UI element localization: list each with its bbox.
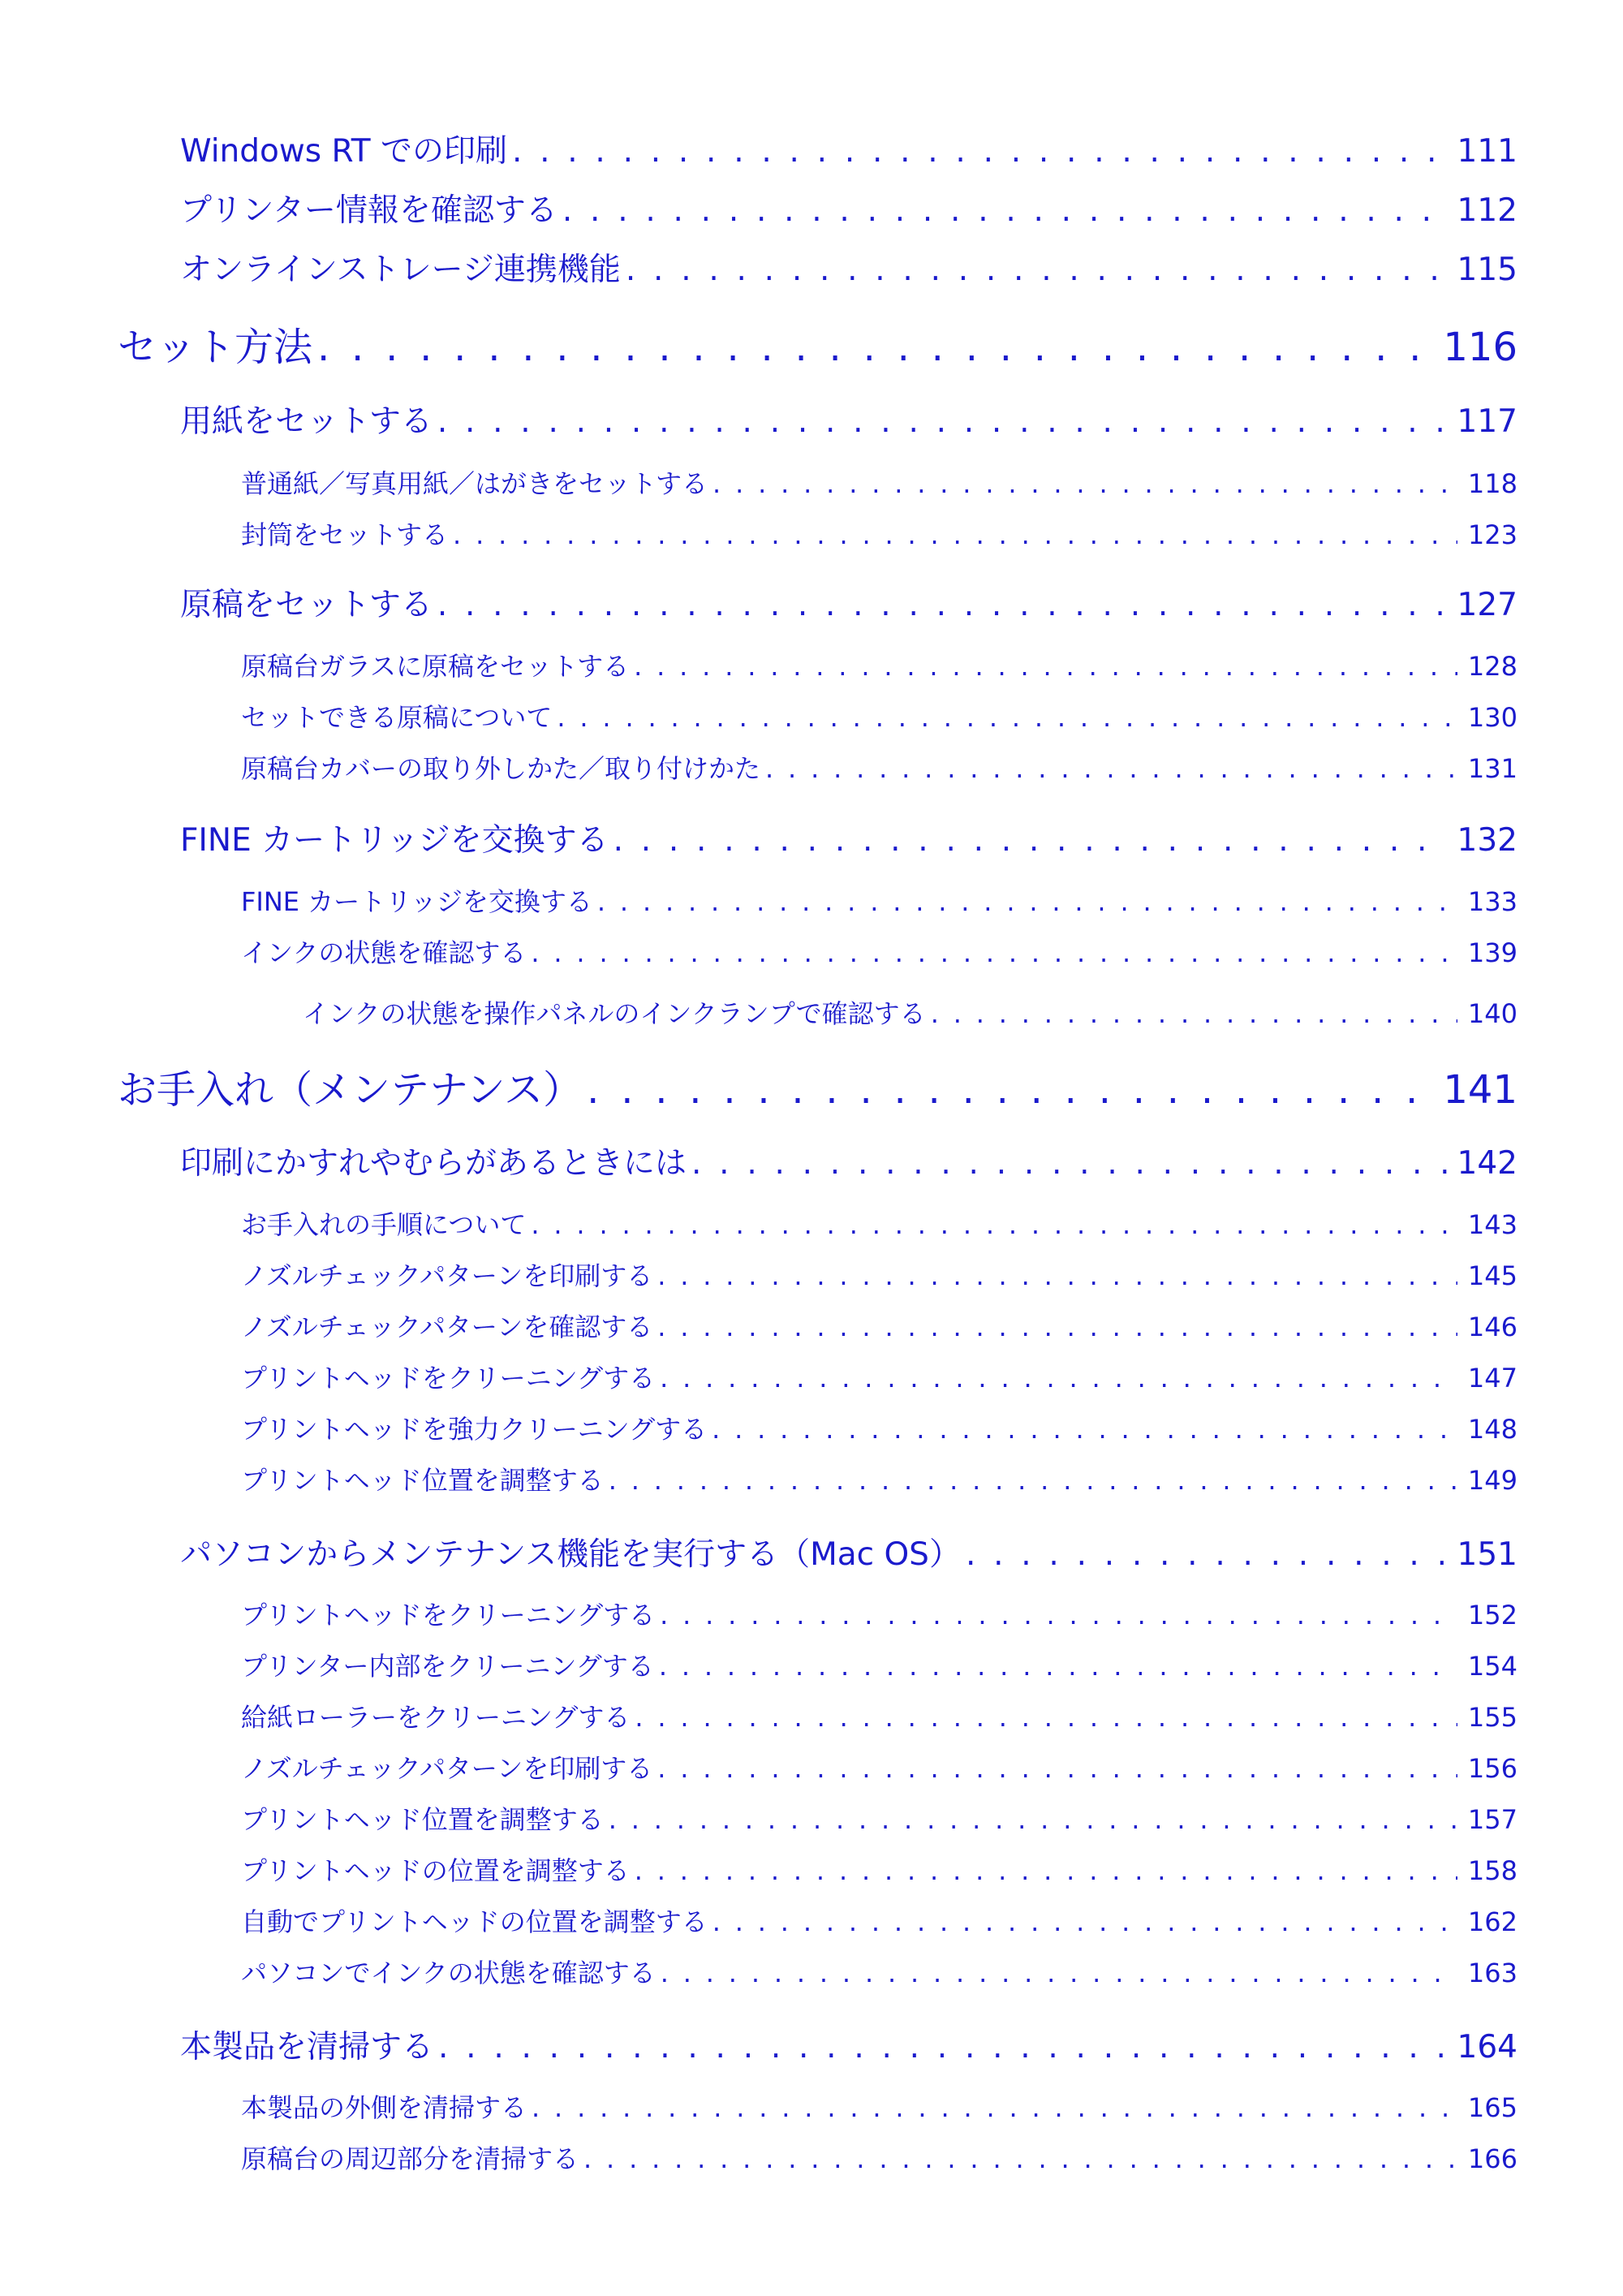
toc-entry-level-3[interactable] <box>241 1409 1518 1446</box>
toc-entry-title: 印刷にかすれやむらがあるときには <box>180 1144 687 1182</box>
toc-entry-page-number: 156 <box>1467 1752 1518 1784</box>
toc-entry-title: Windows RT での印刷 <box>180 132 507 170</box>
toc-entry-title: プリントヘッド位置を調整する <box>241 1803 604 1835</box>
toc-entry-title: お手入れ（メンテナンス） <box>118 1067 583 1114</box>
toc-entry-title: パソコンからメンテナンス機能を実行する（Mac OS） <box>180 1536 961 1573</box>
toc-entry-page-number: 123 <box>1467 519 1518 550</box>
toc-entry-title: お手入れの手順について <box>241 1208 527 1240</box>
dot-leader <box>597 886 1457 917</box>
toc-entry-level-3[interactable] <box>241 1646 1518 1683</box>
dot-leader <box>437 587 1448 623</box>
toc-entry-title: オンラインストレージ連携機能 <box>180 251 621 288</box>
toc-entry-level-2[interactable] <box>180 185 1518 230</box>
toc-entry-title: 原稿台ガラスに原稿をセットする <box>241 650 630 682</box>
toc-entry-page-number: 146 <box>1467 1311 1518 1342</box>
toc-entry-level-3[interactable] <box>241 748 1518 786</box>
toc-entry-page-number: 157 <box>1467 1803 1518 1835</box>
toc-entry-level-2[interactable] <box>180 244 1518 290</box>
toc-entry-page-number: 116 <box>1443 325 1518 371</box>
dot-leader <box>712 1414 1457 1445</box>
toc-entry-title: プリンター内部をクリーニングする <box>241 1650 654 1682</box>
dot-leader <box>562 192 1448 229</box>
dot-leader <box>931 998 1457 1029</box>
toc-entry-title: 自動でプリントヘッドの位置を調整する <box>241 1906 708 1937</box>
toc-entry-title: ノズルチェックパターンを印刷する <box>241 1260 653 1291</box>
toc-entry-title: 本製品を清掃する <box>180 2028 434 2066</box>
toc-entry-page-number: 117 <box>1457 403 1518 440</box>
dot-leader <box>635 1855 1457 1886</box>
dot-leader <box>626 252 1448 288</box>
dot-leader <box>587 1067 1435 1113</box>
toc-entry-page-number: 149 <box>1467 1464 1518 1496</box>
toc-entry-page-number: 152 <box>1467 1599 1518 1630</box>
toc-entry-level-3[interactable] <box>241 515 1518 552</box>
toc-entry-page-number: 151 <box>1457 1536 1518 1573</box>
toc-entry-title: 原稿をセットする <box>180 586 433 623</box>
toc-entry-page-number: 131 <box>1467 752 1518 784</box>
dot-leader <box>609 1465 1457 1496</box>
toc-entry-title: プリントヘッドを強力クリーニングする <box>241 1413 708 1445</box>
toc-entry-title: 封筒をセットする <box>241 519 449 550</box>
toc-entry-page-number: 158 <box>1467 1854 1518 1886</box>
dot-leader <box>657 1753 1457 1784</box>
toc-entry-title: FINE カートリッジを交換する <box>241 885 592 917</box>
dot-leader <box>712 1906 1457 1937</box>
toc-entry-level-2[interactable] <box>180 579 1518 625</box>
toc-entry-level-2[interactable] <box>180 126 1518 171</box>
dot-leader <box>512 133 1448 170</box>
toc-entry-title: プリントヘッド位置を調整する <box>241 1464 604 1496</box>
toc-entry-page-number: 141 <box>1443 1067 1518 1114</box>
toc-entry-title: プリントヘッドをクリーニングする <box>241 1362 656 1394</box>
toc-entry-page-number: 128 <box>1467 650 1518 682</box>
dot-leader <box>634 651 1457 682</box>
dot-leader <box>691 1145 1448 1182</box>
dot-leader <box>657 1312 1457 1342</box>
toc-entry-title: プリントヘッドの位置を調整する <box>241 1854 630 1886</box>
toc-entry-page-number: 133 <box>1467 885 1518 917</box>
toc-entry-page-number: 111 <box>1457 132 1518 170</box>
toc-entry-page-number: 155 <box>1467 1701 1518 1733</box>
toc-entry-level-3[interactable] <box>241 1748 1518 1786</box>
toc-entry-page-number: 166 <box>1467 2143 1518 2174</box>
toc-entry-level-3[interactable] <box>241 1850 1518 1888</box>
toc-entry-level-3[interactable] <box>241 881 1518 919</box>
dot-leader <box>532 2092 1457 2123</box>
toc-entry-title: インクの状態を操作パネルのインクランプで確認する <box>303 997 926 1029</box>
dot-leader <box>660 1363 1457 1394</box>
dot-leader <box>613 822 1448 859</box>
dot-leader <box>635 1702 1457 1733</box>
dot-leader <box>453 519 1457 550</box>
toc-entry-level-2[interactable] <box>180 396 1518 442</box>
toc-entry-level-3[interactable] <box>241 1799 1518 1837</box>
toc-entry-page-number: 147 <box>1467 1362 1518 1394</box>
toc-entry-level-2[interactable] <box>180 1138 1518 1183</box>
toc-entry-level-3[interactable] <box>241 933 1518 970</box>
toc-entry-page-number: 115 <box>1457 251 1518 288</box>
toc-entry-title: インクの状態を確認する <box>241 937 527 968</box>
toc-entry-level-1[interactable] <box>118 1058 1518 1114</box>
toc-entry-level-3[interactable] <box>241 2087 1518 2125</box>
toc-entry-page-number: 145 <box>1467 1260 1518 1291</box>
dot-leader <box>317 325 1435 370</box>
toc-entry-page-number: 165 <box>1467 2091 1518 2123</box>
toc-entry-level-3[interactable] <box>241 1595 1518 1632</box>
toc-entry-level-3[interactable] <box>241 646 1518 683</box>
toc-entry-page-number: 154 <box>1467 1650 1518 1682</box>
toc-entry-title: ノズルチェックパターンを印刷する <box>241 1752 653 1784</box>
toc-entry-title: 給紙ローラーをクリーニングする <box>241 1701 631 1733</box>
toc-entry-page-number: 142 <box>1457 1144 1518 1182</box>
dot-leader <box>660 1600 1457 1630</box>
toc-entry-title: プリントヘッドをクリーニングする <box>241 1599 656 1630</box>
toc-entry-title: 原稿台の周辺部分を清掃する <box>241 2143 579 2174</box>
dot-leader <box>531 1209 1457 1240</box>
dot-leader <box>657 1260 1457 1291</box>
dot-leader <box>438 2029 1448 2066</box>
toc-entry-level-1[interactable] <box>118 316 1518 372</box>
dot-leader <box>531 937 1457 968</box>
toc-entry-level-2[interactable] <box>180 2022 1518 2067</box>
toc-entry-title: セット方法 <box>118 325 313 371</box>
toc-entry-title: 用紙をセットする <box>180 403 433 440</box>
dot-leader <box>583 2143 1457 2174</box>
toc-entry-title: パソコンでインクの状態を確認する <box>241 1957 656 1988</box>
toc-entry-title: 本製品の外側を清掃する <box>241 2091 527 2123</box>
toc-entry-level-3[interactable] <box>241 1697 1518 1734</box>
dot-leader <box>437 403 1448 440</box>
toc-entry-page-number: 127 <box>1457 586 1518 623</box>
toc-entry-level-3[interactable] <box>241 697 1518 734</box>
dot-leader <box>661 1958 1457 1988</box>
toc-entry-level-3[interactable] <box>241 1307 1518 1344</box>
toc-entry-level-3[interactable] <box>241 1902 1518 1939</box>
toc-entry-level-3[interactable] <box>241 2139 1518 2176</box>
toc-entry-level-3[interactable] <box>241 1460 1518 1497</box>
toc-entry-page-number: 130 <box>1467 701 1518 733</box>
toc-entry-title: セットできる原稿について <box>241 701 553 733</box>
toc-entry-page-number: 163 <box>1467 1957 1518 1988</box>
toc-entry-level-3[interactable] <box>241 463 1518 501</box>
toc-entry-page-number: 164 <box>1457 2028 1518 2066</box>
toc-entry-title: ノズルチェックパターンを確認する <box>241 1311 653 1342</box>
toc-entry-title: FINE カートリッジを交換する <box>180 821 609 859</box>
toc-entry-page-number: 112 <box>1457 192 1518 229</box>
toc-entry-page-number: 139 <box>1467 937 1518 968</box>
dot-leader <box>557 702 1457 733</box>
dot-leader <box>609 1804 1457 1835</box>
toc-entry-title: 原稿台カバーの取り外しかた／取り付けかた <box>241 752 761 784</box>
toc-entry-level-3[interactable] <box>241 1256 1518 1293</box>
toc-entry-level-3[interactable] <box>241 1204 1518 1242</box>
dot-leader <box>765 753 1457 784</box>
toc-entry-page-number: 132 <box>1457 821 1518 859</box>
toc-entry-title: プリンター情報を確認する <box>180 192 558 229</box>
toc-entry-level-3[interactable] <box>241 1358 1518 1395</box>
toc-entry-page-number: 162 <box>1467 1906 1518 1937</box>
toc-entry-page-number: 118 <box>1467 467 1518 499</box>
dot-leader <box>712 468 1457 499</box>
toc-entry-level-2[interactable] <box>180 1529 1518 1574</box>
dot-leader <box>659 1651 1457 1682</box>
toc-entry-title: 普通紙／写真用紙／はがきをセットする <box>241 467 708 499</box>
toc-entry-page-number: 148 <box>1467 1413 1518 1445</box>
toc-entry-page-number: 143 <box>1467 1208 1518 1240</box>
toc-entry-level-4[interactable] <box>303 993 1518 1031</box>
toc-entry-level-2[interactable] <box>180 815 1518 860</box>
toc-entry-level-3[interactable] <box>241 1953 1518 1990</box>
toc-entry-page-number: 140 <box>1467 997 1518 1029</box>
dot-leader <box>966 1536 1448 1573</box>
